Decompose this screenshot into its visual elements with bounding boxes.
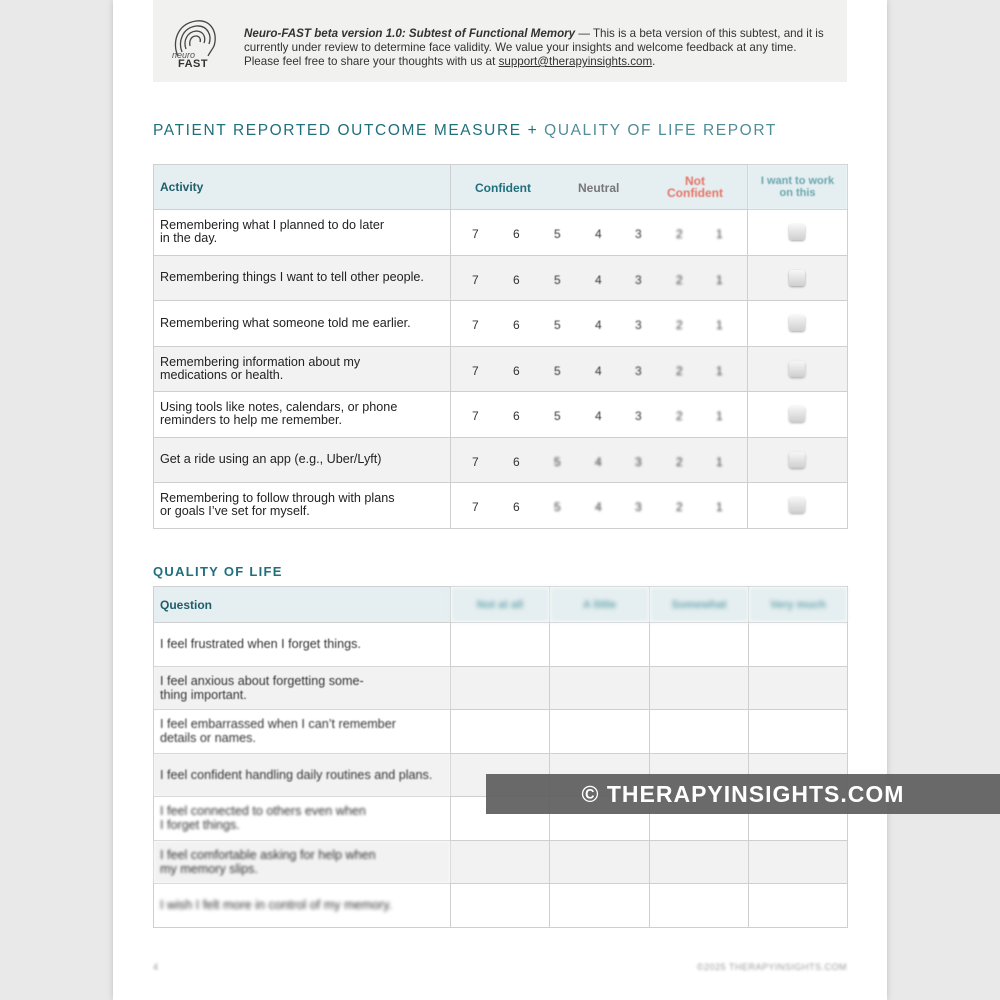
banner-end: . xyxy=(652,55,656,68)
header-not-confident-line1: Not xyxy=(685,174,705,188)
activity-label xyxy=(154,210,451,256)
response-cell[interactable] xyxy=(650,840,749,884)
banner-body: — This is a beta version of this subtest, and it is currently under review to determine face validity. We value your insights and welcome feedback at any time. Please feel free to share your thoughts with us at xyxy=(244,27,824,68)
header-not-at-all: Not at all xyxy=(451,587,550,623)
response-cell[interactable] xyxy=(451,710,550,754)
question-label xyxy=(154,884,451,928)
header-work-line1: I want to work xyxy=(760,175,835,187)
quality-of-life-table xyxy=(153,586,848,928)
rating-option[interactable]: 6 xyxy=(513,363,520,378)
question-label-line1: I feel embarrassed when I can’t remember xyxy=(160,717,396,732)
rating-option[interactable]: 3 xyxy=(635,454,642,469)
response-cell[interactable] xyxy=(550,623,650,667)
work-on-this-checkbox[interactable] xyxy=(789,270,805,286)
rating-option[interactable]: 5 xyxy=(554,227,561,241)
activity-label xyxy=(154,483,451,529)
rating-scale xyxy=(451,346,748,392)
activity-label-line1: Remembering things I want to tell other people. xyxy=(160,270,424,285)
question-label-line1: I feel anxious about forgetting some- xyxy=(160,673,364,688)
work-on-this-checkbox[interactable] xyxy=(789,452,805,468)
header-work-line2: on this xyxy=(779,187,816,199)
footer-copyright: ©2025 THERAPYINSIGHTS.COM xyxy=(696,962,847,972)
rating-scale xyxy=(451,483,748,529)
response-cell[interactable] xyxy=(550,666,650,710)
activity-label xyxy=(154,255,451,301)
question-label-line1: I feel connected to others even when xyxy=(160,804,366,819)
work-on-this-cell xyxy=(748,301,848,347)
rating-option[interactable]: 5 xyxy=(554,454,561,469)
rating-option[interactable]: 1 xyxy=(716,454,723,469)
section-title-quality-of-life: QUALITY OF LIFE xyxy=(153,564,283,579)
activity-label xyxy=(154,437,451,483)
rating-option[interactable]: 7 xyxy=(472,363,479,378)
activity-label-line1: Remembering information about my xyxy=(160,354,361,369)
question-label-line1: I feel comfortable asking for help when xyxy=(160,847,376,862)
work-on-this-cell xyxy=(748,437,848,483)
header-not-confident-line2: Confident xyxy=(667,186,723,200)
rating-option[interactable]: 5 xyxy=(554,363,561,378)
rating-option[interactable]: 3 xyxy=(635,318,642,332)
activity-label-line2: reminders to help me remember. xyxy=(160,413,342,428)
activity-label-line1: Remembering to follow through with plans xyxy=(160,491,395,506)
banner-text xyxy=(244,27,834,69)
rating-option[interactable]: 1 xyxy=(716,500,723,514)
question-label xyxy=(154,753,451,797)
response-cell[interactable] xyxy=(550,884,650,928)
rating-option[interactable]: 5 xyxy=(554,409,561,423)
activity-label-line1: Remembering what someone told me earlier. xyxy=(160,315,411,330)
rating-option[interactable]: 7 xyxy=(472,272,479,287)
header-somewhat: Somewhat xyxy=(650,587,749,623)
response-cell[interactable] xyxy=(451,840,550,884)
rating-option[interactable]: 3 xyxy=(635,272,642,287)
table-row xyxy=(154,437,848,483)
rating-option[interactable]: 1 xyxy=(716,363,723,378)
rating-option[interactable]: 7 xyxy=(472,500,479,514)
header-very-much: Very much xyxy=(749,587,848,623)
header-ratings xyxy=(451,165,748,210)
rating-option[interactable]: 6 xyxy=(513,272,520,287)
rating-option[interactable]: 3 xyxy=(635,500,642,514)
section-title-prom xyxy=(153,122,777,140)
table-row xyxy=(154,623,848,667)
rating-option[interactable]: 6 xyxy=(513,500,520,514)
response-cell[interactable] xyxy=(550,840,650,884)
response-cell[interactable] xyxy=(650,710,749,754)
question-label-line2: my memory slips. xyxy=(160,861,258,876)
rating-option[interactable]: 3 xyxy=(635,363,642,378)
work-on-this-cell xyxy=(748,255,848,301)
response-cell[interactable] xyxy=(550,710,650,754)
rating-option[interactable]: 6 xyxy=(513,409,520,423)
rating-option[interactable]: 6 xyxy=(513,454,520,469)
question-label-line2: I forget things. xyxy=(160,818,240,833)
table-row xyxy=(154,710,848,754)
question-label-line1: I feel frustrated when I forget things. xyxy=(160,637,361,652)
question-label-line1: I feel confident handling daily routines and plans. xyxy=(160,767,433,782)
banner-title: Neuro-FAST beta version 1.0: Subtest of Functional Memory xyxy=(244,27,576,40)
rating-option[interactable]: 4 xyxy=(595,500,602,514)
rating-option[interactable]: 7 xyxy=(472,227,479,241)
table-row xyxy=(154,666,848,710)
logo-neuro-text: neuro xyxy=(172,50,196,60)
header-neutral: Neutral xyxy=(578,181,620,195)
rating-scale xyxy=(451,437,748,483)
rating-option[interactable]: 3 xyxy=(635,227,642,241)
rating-option[interactable]: 4 xyxy=(595,272,602,287)
response-cell[interactable] xyxy=(749,884,848,928)
rating-option[interactable]: 2 xyxy=(676,318,683,332)
rating-option[interactable]: 2 xyxy=(676,409,683,423)
work-on-this-checkbox[interactable] xyxy=(789,406,805,422)
response-cell[interactable] xyxy=(749,666,848,710)
rating-option[interactable]: 2 xyxy=(676,454,683,469)
response-cell[interactable] xyxy=(451,623,550,667)
activity-label-line1: Remembering what I planned to do later xyxy=(160,218,385,233)
table-row xyxy=(154,483,848,529)
response-cell[interactable] xyxy=(451,666,550,710)
rating-option[interactable]: 1 xyxy=(716,227,723,241)
activity-label xyxy=(154,301,451,347)
rating-option[interactable]: 2 xyxy=(676,227,683,241)
question-label-line2: thing important. xyxy=(160,687,247,702)
table-row xyxy=(154,392,848,438)
activity-label-line2: medications or health. xyxy=(160,367,284,382)
question-label xyxy=(154,797,451,841)
rating-scale xyxy=(451,392,748,438)
rating-option[interactable]: 4 xyxy=(595,409,602,423)
activity-label xyxy=(154,392,451,438)
rating-option[interactable]: 7 xyxy=(472,409,479,423)
activity-rating-table xyxy=(153,164,848,529)
table-header-row xyxy=(154,165,848,210)
rating-option[interactable]: 6 xyxy=(513,318,520,332)
rating-scale xyxy=(451,210,748,256)
rating-option[interactable]: 1 xyxy=(716,318,723,332)
rating-option[interactable]: 4 xyxy=(595,363,602,378)
table-row xyxy=(154,884,848,928)
section-title-part2: QUALITY OF LIFE REPORT xyxy=(544,122,777,139)
work-on-this-checkbox[interactable] xyxy=(789,497,805,513)
table-row xyxy=(154,840,848,884)
rating-scale xyxy=(451,255,748,301)
work-on-this-cell xyxy=(748,346,848,392)
response-cell[interactable] xyxy=(650,884,749,928)
rating-scale xyxy=(451,301,748,347)
table-row xyxy=(154,346,848,392)
rating-option[interactable]: 7 xyxy=(472,318,479,332)
rating-option[interactable]: 4 xyxy=(595,318,602,332)
header-confident: Confident xyxy=(475,181,531,195)
question-label xyxy=(154,710,451,754)
activity-label-line2: or goals I’ve set for myself. xyxy=(160,504,310,519)
rating-option[interactable]: 3 xyxy=(635,409,642,423)
question-label-line1: I wish I felt more in control of my memory. xyxy=(160,898,393,913)
table-row xyxy=(154,210,848,256)
work-on-this-cell xyxy=(748,210,848,256)
section-title-part1: PATIENT REPORTED OUTCOME MEASURE + xyxy=(153,122,545,139)
rating-option[interactable]: 6 xyxy=(513,227,520,241)
work-on-this-checkbox[interactable] xyxy=(789,224,805,240)
question-label-line2: details or names. xyxy=(160,731,256,746)
header-not-confident xyxy=(667,175,723,199)
rating-option[interactable]: 1 xyxy=(716,272,723,287)
logo-fast-text: FAST xyxy=(178,58,209,70)
question-label xyxy=(154,666,451,710)
rating-option[interactable]: 2 xyxy=(676,272,683,287)
copyright-watermark: © THERAPYINSIGHTS.COM xyxy=(486,774,1000,814)
question-label xyxy=(154,840,451,884)
rating-option[interactable]: 7 xyxy=(472,454,479,469)
activity-label-line2: in the day. xyxy=(160,231,218,246)
rating-option[interactable]: 2 xyxy=(676,500,683,514)
response-cell[interactable] xyxy=(749,623,848,667)
header-question: Question xyxy=(154,587,451,623)
rating-option[interactable]: 4 xyxy=(595,227,602,241)
work-on-this-checkbox[interactable] xyxy=(789,315,805,331)
table-row xyxy=(154,301,848,347)
table-row xyxy=(154,255,848,301)
rating-option[interactable]: 2 xyxy=(676,363,683,378)
activity-label xyxy=(154,346,451,392)
page-number: 4 xyxy=(153,962,159,972)
activity-label-line1: Get a ride using an app (e.g., Uber/Lyft) xyxy=(160,452,382,467)
response-cell[interactable] xyxy=(451,884,550,928)
activity-label-line1: Using tools like notes, calendars, or phone xyxy=(160,400,398,415)
support-email-link[interactable]: support@therapyinsights.com xyxy=(498,55,653,68)
rating-option[interactable]: 1 xyxy=(716,409,723,423)
rating-option[interactable]: 4 xyxy=(595,454,602,469)
work-on-this-checkbox[interactable] xyxy=(789,361,805,377)
response-cell[interactable] xyxy=(650,666,749,710)
header-want-to-work xyxy=(748,165,848,210)
header-activity: Activity xyxy=(154,165,451,210)
response-cell[interactable] xyxy=(749,710,848,754)
question-label xyxy=(154,623,451,667)
work-on-this-cell xyxy=(748,483,848,529)
rating-option[interactable]: 5 xyxy=(554,500,561,514)
response-cell[interactable] xyxy=(650,623,749,667)
response-cell[interactable] xyxy=(749,840,848,884)
work-on-this-cell xyxy=(748,392,848,438)
rating-option[interactable]: 5 xyxy=(554,318,561,332)
table-header-row xyxy=(154,587,848,623)
rating-option[interactable]: 5 xyxy=(554,272,561,287)
header-a-little: A little xyxy=(550,587,650,623)
